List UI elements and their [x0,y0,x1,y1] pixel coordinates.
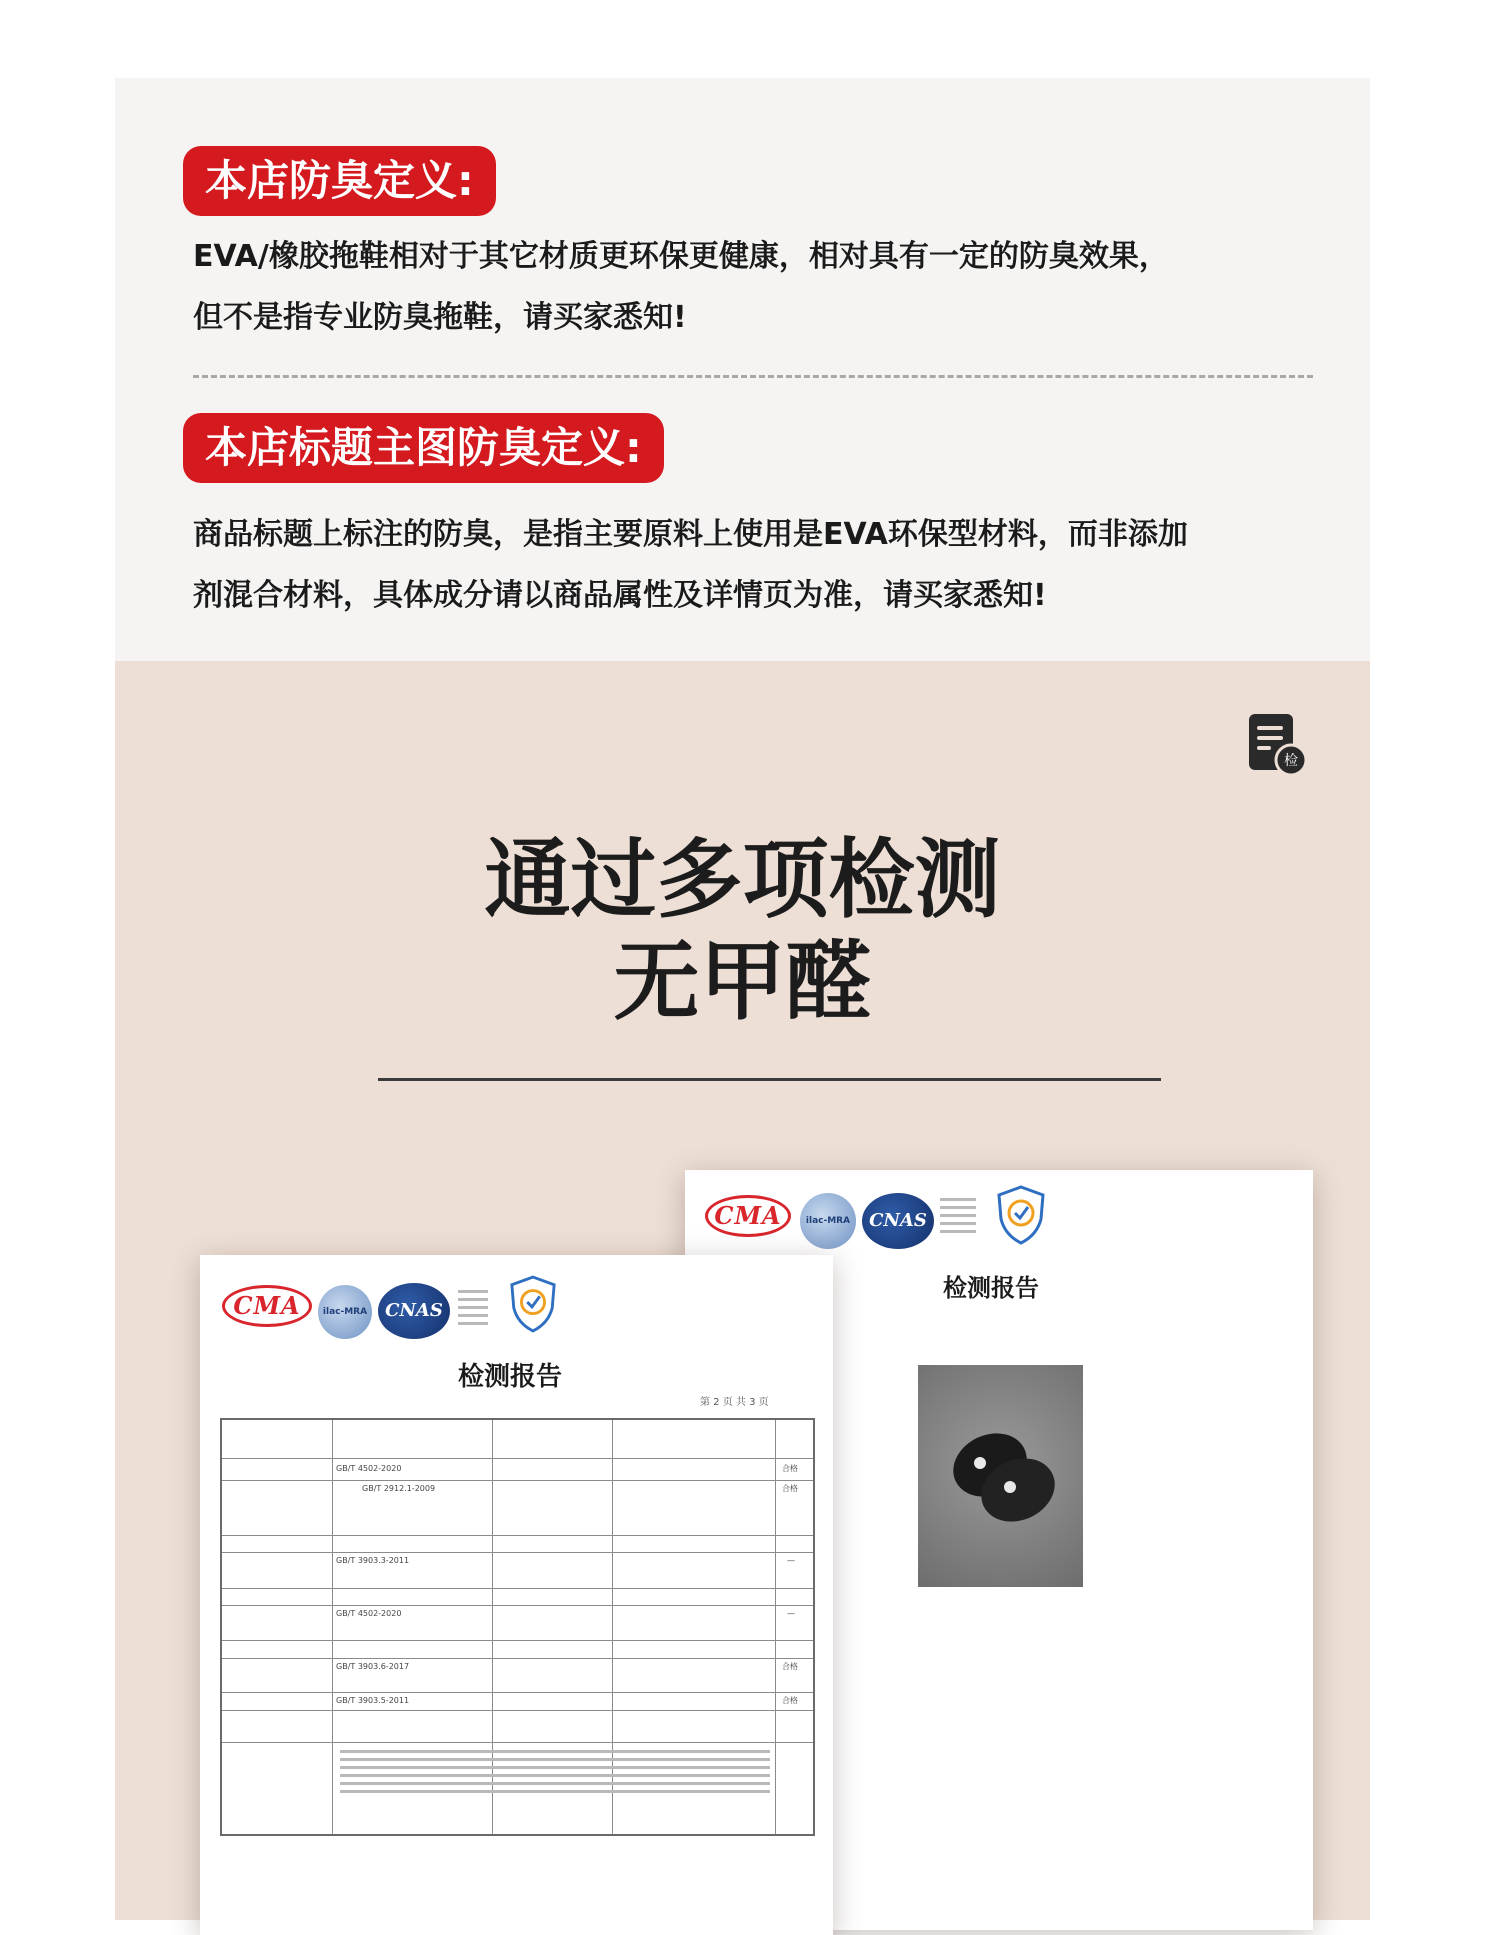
slipper-sample-photo [918,1365,1083,1587]
table-notes [340,1750,770,1798]
cnas-logo-front: CNAS [378,1283,450,1339]
inspection-report-icon [1249,714,1307,776]
verified-shield-icon-front [508,1275,558,1333]
table-row: GB/T 2912.1-2009 [362,1484,436,1493]
verified-shield-icon-back [995,1185,1047,1245]
title-image-definition-line-2: 剂混合材料，具体成分请以商品属性及详情页为准，请买家悉知! [193,578,1047,613]
table-row-result: 合格 [782,1484,798,1493]
ilac-logo-back: ilac-MRA [800,1193,856,1249]
report-title-front: 检测报告 [458,1362,563,1392]
cma-logo-front: CMA [222,1285,312,1327]
cnas-logo-back: CNAS [862,1193,934,1249]
deodorant-definition-line-2: 但不是指专业防臭拖鞋，请买家悉知! [193,300,687,335]
ilac-logo-front: ilac-MRA [318,1285,372,1339]
icon-inspect-char: 检 [1284,753,1298,769]
title-image-definition-badge: 本店标题主图防臭定义: [183,413,664,483]
heading-line-2: 无甲醛 [613,932,872,1032]
accreditation-text-back [940,1198,976,1238]
table-row: GB/T 4502-2020 [336,1609,402,1618]
deodorant-definition-badge: 本店防臭定义: [183,146,496,216]
table-row: GB/T 3903.3-2011 [336,1556,410,1565]
table-row-result: 合格 [782,1464,798,1473]
report-page-info: 第 2 页 共 3 页 [700,1397,769,1408]
test-results-table [220,1418,815,1836]
cma-logo-back: CMA [705,1195,791,1237]
table-row: GB/T 3903.5-2011 [336,1696,410,1705]
title-image-definition-line-1: 商品标题上标注的防臭，是指主要原料上使用是EVA环保型材料，而非添加 [193,517,1188,552]
table-row: GB/T 4502-2020 [336,1464,402,1473]
heading-underline [378,1078,1161,1081]
heading-line-1: 通过多项检测 [484,830,1001,930]
table-row: GB/T 3903.6-2017 [336,1662,410,1671]
dashed-divider [193,375,1313,378]
report-title-back: 检测报告 [943,1273,1039,1302]
table-row-result: 合格 [782,1696,798,1705]
accreditation-text-front [458,1290,488,1330]
table-row-result: 合格 [782,1662,798,1671]
deodorant-definition-line-1: EVA/橡胶拖鞋相对于其它材质更环保更健康，相对具有一定的防臭效果， [193,239,1169,274]
table-row-result: — [787,1609,795,1618]
table-row-result: — [787,1556,795,1565]
